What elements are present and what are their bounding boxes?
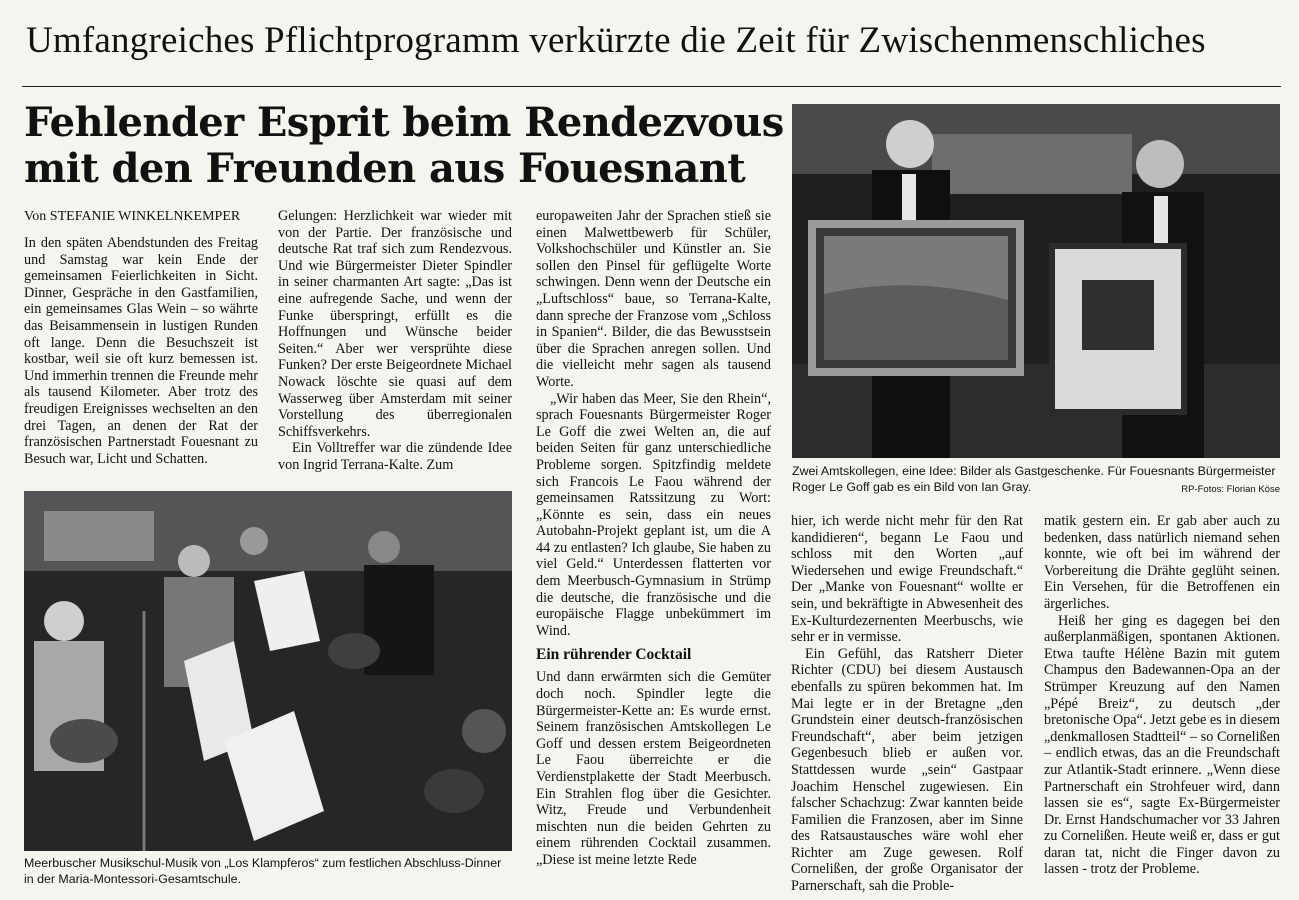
paragraph: Gelungen: Herzlichkeit war wieder mit von der Partie. Der französische und deutsche Rat traf sich zum Rendezvous. Und wie Bürgermeister Dieter Spindler in seiner charmanten Art sagte: „Das ist eine aufregende Sache, und wenn der Funke überspringt, erfüllt es die Hoffnungen und Wünsche beider Seiten.“ Aber wer versprühte diese Funken? Der erste Beigeordnete Michael Nowack löschte sie quasi auf dem Wasserweg über Amsterdam mit seiner Vorstellung des überregionalen Schiffsverkehrs. [278,208,512,440]
byline: Von STEFANIE WINKELNKEMPER [24,209,241,224]
paragraph: Heiß her ging es dagegen bei den außerplanmäßigen, spontanen Aktionen. Etwa taufte Hélène Bazin mit gutem Champus den Badewannen-Opa an der Strümper Kreuzung auf den Namen „Pépé Breiz“, zu deutsch „der bretonische Opa“. Jetzt gebe es in diesem „denkmallosen Stadtteil“ – so Cornelißen – endlich etwas, das an die Freundschaft zur Atlantik-Stadt erinnere. „Wenn diese Partnerschaft ein Strohfeuer wird, dann lassen sie es“, sagte Ex-Bürgermeister Dr. Ernst Handschumacher vor 33 Jahren zu Cornelißen. Heute weiß er, dass er gut daran tat, nicht die Finger davon zu lassen - trotz der Probleme. [1044,612,1280,878]
article-column-1 [24,208,258,467]
photo-mayors-with-paintings [792,104,1280,458]
article-column-2 [278,208,512,474]
paragraph: „Wir haben das Meer, Sie den Rhein“, sprach Fouesnants Bürgermeister Roger Le Goff die zwei Welten an, die auf beiden Seiten für ganz unterschiedliche Probleme sorgen. Spitzfindig meldete sich Francois Le Faou während der gemeinsamen Ratssitzung zu Wort: „Könnte es sein, dass ein neues Autobahn-Projekt geplant ist, um die A 44 zu entlasten? Ich glaube, Sie haben zu viel Geld.“ Unterdessen flatterten vor dem Meerbusch-Gymnasium in Strümp die deutsche, die französische und die europäische Flagge unbekümmert im Wind. [536,390,771,639]
subheading: Ein rührender Cocktail [536,646,692,664]
article-column-3 [536,208,771,869]
kicker-headline: Umfangreiches Pflichtprogramm verkürzte die Zeit für Zwischenmenschliches [26,20,1206,61]
paragraph: Und dann erwärmten sich die Gemüter doch noch. Spindler legte die Bürgermeister-Kette an: Es wurde ernst. Seinem französischen Amtskollegen Le Goff und dessen erstem Beigeordneten Le Faou überreichte er die Verdienstplakette der Stadt Meerbusch. Ein Strahlen flog über die Gesichter. Witz, Freude und Verbundenheit mischten nun die beiden Gehrten zu einem rührenden Cocktail zusammen. „Diese ist meine letzte Rede [536,669,771,868]
photo-caption-bottom: Meerbuscher Musikschul-Musik von „Los Klampferos“ zum festlichen Abschluss-Dinner in der Maria-Montessori-Gesamtschule. [24,856,502,886]
paragraph: Ein Gefühl, das Ratsherr Dieter Richter (CDU) bei diesem Austausch ebenfalls zu spüren bekommen hat. Im Mai legte er in der Bretagne „den Grundstein einer deutsch-französischen Freundschaft“, aber beim jetzigen Gegenbesuch blieb er außen vor. Stattdessen wurde „sein“ Gastpaar Joachim Henschel zugewiesen. Ein falscher Schachzug: Zwar kannten beide Familien die Franzosen, aber im Sinne des Ratsaustausches wäre wohl eher Richter am Zuge gewesen. Rolf Cornelißen, der große Organisator der Parnerschaft, sah die Proble- [791,645,1023,895]
paragraph: europaweiten Jahr der Sprachen stieß sie einen Malwettbewerb für Schüler, Volkshochschüler und Künstler an. Sie sollen den Pinsel für geflügelte Worte schwingen. Denn wenn der Deutsche ein „Luftschloss“ baue, so Terrana-Kalte, dann spreche der Franzose vom „Schloss in Spanien“. Bilder, die das Bewusstsein über die Sprachen anregen sollen. Und die vielleicht mehr sagen als tausend Worte. [536,208,771,390]
article-column-5 [1044,513,1280,878]
headline-line-1: Fehlender Esprit beim Rendezvous [24,99,784,146]
photo-guitar-ensemble [24,491,512,851]
paragraph: hier, ich werde nicht mehr für den Rat kandidieren“, begann Le Faou und schloss mit den Worten „auf Wiedersehen und ewige Freundschaft.“ Der „Manke von Fouesnant“ wollte er sein, und bekräftigte in Abwesenheit des Ex-Kulturdezernenten Meerbuschs, wie sehr er in vermisse. [791,513,1023,646]
paragraph: matik gestern ein. Er gab aber auch zu bedenken, dass natürlich niemand sehen konnte, wie oft bei im während der Vorbereitung die Drähte geglüht seinen. Ein Versehen, für die Betroffenen ein ärgerliches. [1044,513,1280,612]
headline-line-2: mit den Freunden aus Fouesnant [24,145,746,192]
caption-text: Zwei Amtskollegen, eine Idee: Bilder als Gastgeschenke. Für Fouesnants Bürgermeister Roger Le Goff gab es ein Bild von Ian Gray. [792,464,1276,494]
paragraph: In den späten Abendstunden des Freitag und Samstag war kein Ende der gemeinsamen Feierlichkeiten in Sicht. Dinner, Gespräche in den Gastfamilien, ein gemeinsames Glas Wein – so währte das Beisammensein in lustigen Runden oft lange. Denn die Besuchszeit ist kostbar, weil sie oft kurz bemessen ist. Und immerhin trennen die Freunde mehr als tausend Kilometer. Aber trotz des freudigen Ereignisses wechselten an den drei Tagen, an denen der Rat der französischen Partnerstadt Fouesnant zu Besuch war, Licht und Schatten. [24,235,258,467]
paragraph: Ein Volltreffer war die zündende Idee von Ingrid Terrana-Kalte. Zum [278,440,512,473]
photo-credit: RP-Fotos: Florian Köse [1181,483,1280,495]
main-headline [24,100,784,192]
divider-rule [22,86,1281,87]
photo-caption-top [792,464,1280,497]
article-column-4 [791,513,1023,895]
